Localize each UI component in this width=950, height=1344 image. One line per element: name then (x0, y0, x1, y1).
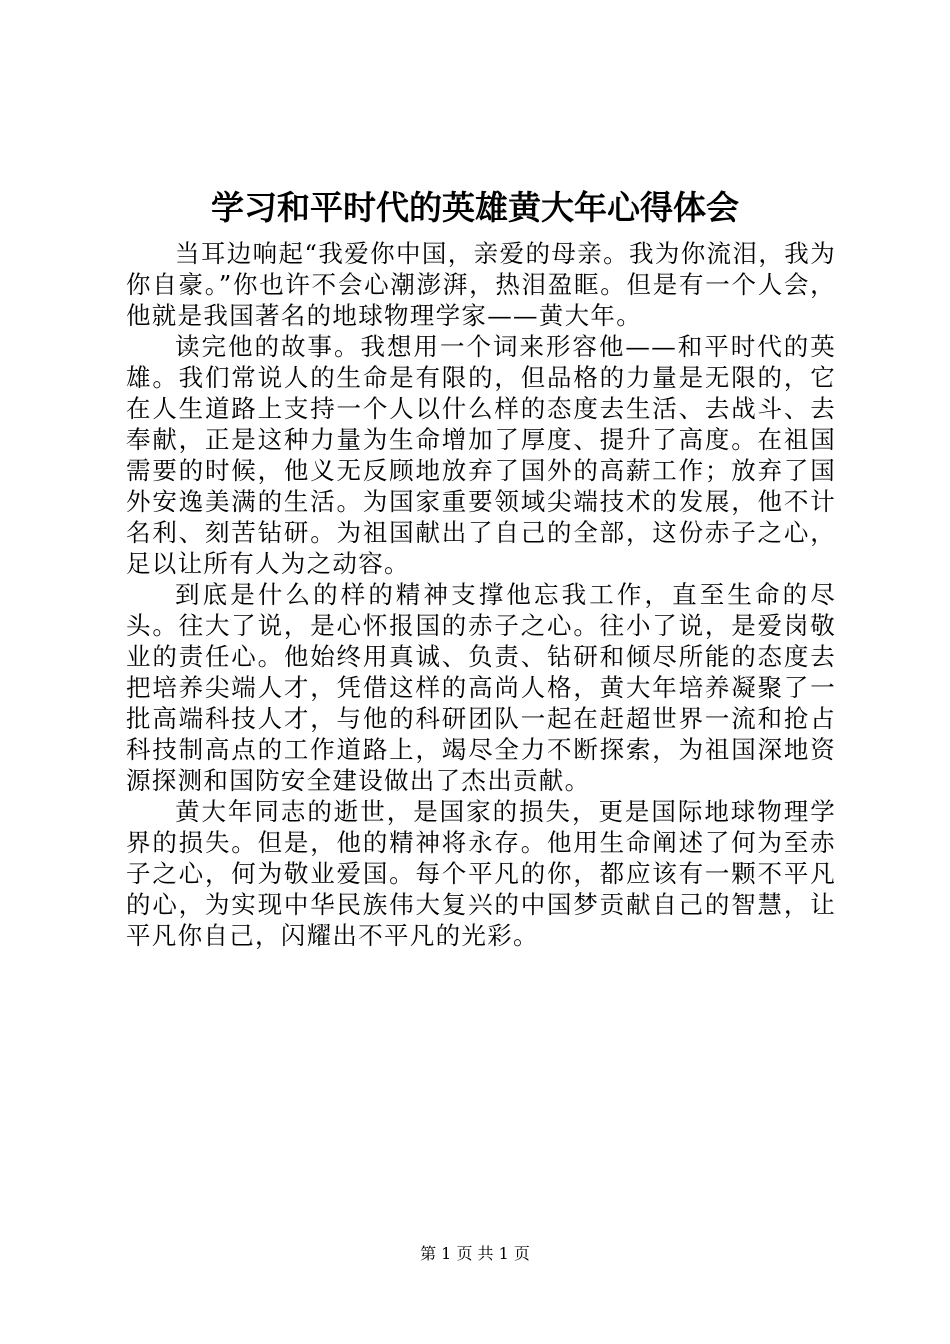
page-footer: 第 1 页 共 1 页 (420, 1244, 530, 1263)
paragraph: 黄大年同志的逝世，是国家的损失，更是国际地球物理学界的损失。但是，他的精神将永存。他用生命阐述了何为至赤子之心，何为敬业爱国。每个平凡的你，都应该有一颗不平凡的心，为实现中华民族伟大复兴的中国梦贡献自己的智慧，让平凡你自己，闪耀出不平凡的光彩。 (126, 797, 836, 950)
paragraph: 读完他的故事。我想用一个词来形容他——和平时代的英雄。我们常说人的生命是有限的，但品格的力量是无限的，它在人生道路上支持一个人以什么样的态度去生活、去战斗、去奉献，正是这种力量为生命增加了厚度、提升了高度。在祖国需要的时候，他义无反顾地放弃了国外的高薪工作；放弃了国外安逸美满的生活。为国家重要领域尖端技术的发展，他不计名利、刻苦钻研。为祖国献出了自己的全部，这份赤子之心，足以让所有人为之动容。 (126, 332, 836, 578)
page-title: 学习和平时代的英雄黄大年心得体会 (211, 188, 739, 227)
document-body (126, 238, 836, 951)
paragraph: 当耳边响起“我爱你中国，亲爱的母亲。我为你流泪，我为你自豪。”你也许不会心潮澎湃，热泪盈眶。但是有一个人会，他就是我国著名的地球物理学家——黄大年。 (126, 239, 836, 330)
paragraph: 到底是什么的样的精神支撑他忘我工作，直至生命的尽头。往大了说，是心怀报国的赤子之心。往小了说，是爱岗敬业的责任心。他始终用真诚、负责、钻研和倾尽所能的态度去把培养尖端人才，凭借这样的高尚人格，黄大年培养凝聚了一批高端科技人才，与他的科研团队一起在赶超世界一流和抢占科技制高点的工作道路上，竭尽全力不断探索，为祖国深地资源探测和国防安全建设做出了杰出贡献。 (126, 580, 836, 795)
